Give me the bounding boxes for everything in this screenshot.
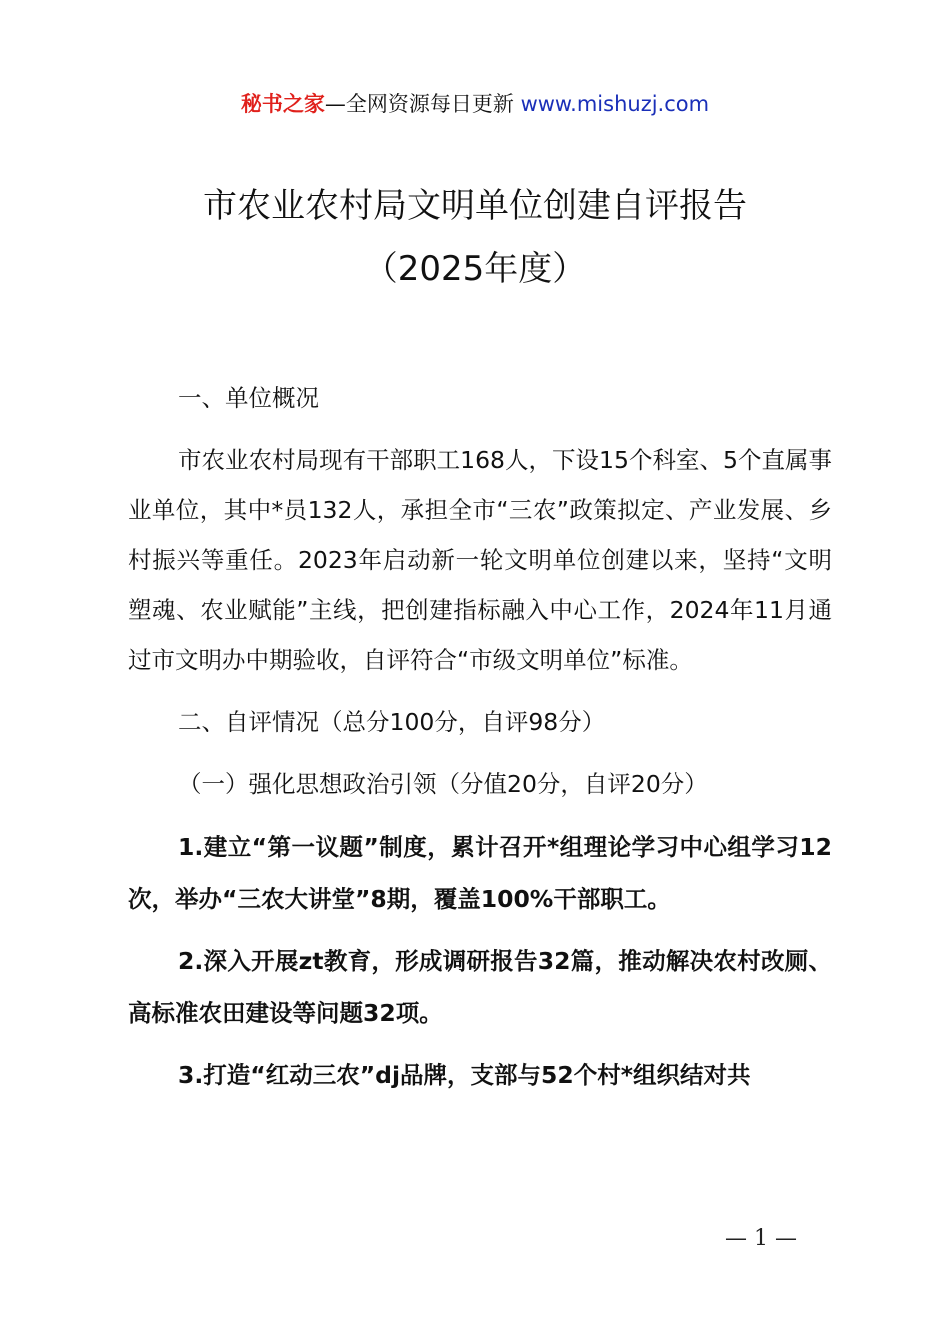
- overview-paragraph: 市农业农村局现有干部职工168人，下设15个科室、5个直属事业单位，其中*员132人，承担全市“三农”政策拟定、产业发展、乡村振兴等重任。2023年启动新一轮文明单位创建以来，坚持“文明塑魂、农业赋能”主线，把创建指标融入中心工作，2024年11月通过市文明办中期验收，自评符合“市级文明单位”标准。: [128, 446, 832, 674]
- section-heading-overview: 一、单位概况: [178, 384, 319, 412]
- evaluation-item-2: 2.深入开展zt教育，形成调研报告32篇，推动解决农村改厕、高标准农田建设等问题32项。: [128, 947, 832, 1027]
- document-body: [128, 373, 832, 1111]
- document-subtitle: （2025年度）: [363, 249, 587, 289]
- page-number: — 1 —: [725, 1226, 797, 1251]
- site-brand: 秘书之家: [240, 92, 325, 116]
- site-url-link[interactable]: www.mishuzj.com: [520, 92, 710, 116]
- subsection-heading-political-guidance: （一）强化思想政治引领（分值20分，自评20分）: [178, 770, 708, 798]
- evaluation-item-3: 3.打造“红动三农”dj品牌，支部与52个村*组织结对共: [178, 1061, 751, 1089]
- site-banner: [0, 88, 950, 120]
- document-title: 市农业农村局文明单位创建自评报告: [203, 186, 747, 226]
- evaluation-item-1: 1.建立“第一议题”制度，累计召开*组理论学习中心组学习12次，举办“三农大讲堂”8期，覆盖100%干部职工。: [128, 833, 832, 913]
- section-heading-self-evaluation: 二、自评情况（总分100分，自评98分）: [178, 708, 606, 736]
- site-tagline: —全网资源每日更新: [324, 92, 521, 116]
